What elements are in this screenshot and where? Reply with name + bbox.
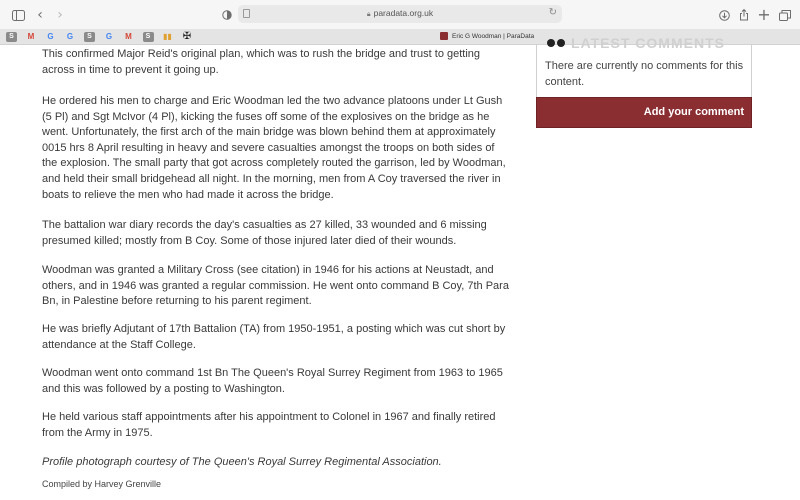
article-paragraph: He held various staff appointments after his appointment to Colonel in 1967 and finally retired from the Army in 1975.	[42, 411, 496, 439]
active-tab-title: Eric G Woodman | ParaData	[452, 33, 535, 40]
back-icon[interactable]: ‹	[37, 7, 43, 23]
compiled-by: Compiled by Harvey Grenville	[42, 479, 162, 489]
article-paragraph: He ordered his men to charge and Eric Woodman led the two advance platoons under Lt Gush (5 Pl) and Sgt McIvor (4 Pl), kicking the fuses off some of the explosives on the bridge as he went. Unfortunately, the first arch of the main bridge was blown behind them at approximately 0015 hrs 8 April resulting in heavy and severe casualties amongst the troops on both sides of the explosion. The small party that got across completely routed the garrison, led by Woodman, and held their small bridgehead all night. In the morning, men from A Coy traversed the river in boats to relieve the men who had made it across the bridge.	[42, 95, 506, 201]
comments-header	[547, 37, 747, 49]
bookmark-s-icon[interactable]: S	[143, 32, 154, 42]
article-paragraph: This confirmed Major Reid's original plan, which was to rush the bridge and trust to getting across in time to prevent it going up.	[42, 48, 481, 76]
lock-icon: 🔒︎	[366, 11, 371, 18]
article-paragraph: The battalion war diary records the day's casualties as 27 killed, 33 wounded and 6 missing presumed killed; mostly from B Coy. Some of those injured later died of their wounds.	[42, 219, 487, 247]
bookmark-s-icon[interactable]: S	[6, 32, 17, 42]
cross-bookmark-icon[interactable]: ✠	[182, 31, 192, 42]
add-comment-button[interactable]: Add your comment	[536, 97, 752, 128]
paradata-favicon	[440, 32, 448, 40]
url-text: paradata.org.uk	[373, 8, 434, 18]
comment-bubble-icon	[557, 39, 565, 47]
reload-icon[interactable]: ↻	[548, 7, 557, 18]
gmail-icon[interactable]: M	[125, 32, 132, 41]
sidebar-toggle-icon[interactable]	[9, 6, 27, 24]
google-icon[interactable]: G	[105, 32, 113, 41]
comments-heading: LATEST COMMENTS	[571, 37, 725, 49]
chart-bookmark-icon[interactable]: ▮▮	[163, 32, 172, 41]
article-paragraph: Woodman was granted a Military Cross (see citation) in 1946 for his actions at Neustadt, and others, and in 1946 was granted a regular commission. He went onto command B Coy, 7th Para Bn, in Palestine before returning to his parent regiment.	[42, 264, 509, 308]
tab-overview-icon[interactable]	[776, 6, 794, 24]
download-icon[interactable]	[715, 6, 733, 24]
share-icon[interactable]	[735, 6, 753, 24]
google-icon[interactable]: G	[47, 32, 54, 41]
comment-bubble-icon	[547, 39, 555, 47]
active-tab[interactable]	[440, 29, 560, 44]
photo-credit: Profile photograph courtesy of The Queen's Royal Surrey Regimental Association.	[42, 456, 442, 468]
latest-comments-panel	[536, 37, 752, 97]
no-comments-message: There are currently no comments for this content.	[545, 60, 744, 88]
article-paragraph: Woodman went onto command 1st Bn The Queen's Royal Surrey Regiment from 1963 to 1965 and this was followed by a posting to Washington.	[42, 367, 503, 395]
privacy-shield-icon[interactable]	[218, 6, 236, 24]
article-paragraph: He was briefly Adjutant of 17th Battalion (TA) from 1950-1951, a posting which was cut short by attendance at the Staff College.	[42, 323, 506, 351]
new-tab-icon[interactable]: +	[757, 5, 771, 24]
forward-icon[interactable]: ›	[57, 7, 63, 23]
google-icon[interactable]: G	[66, 32, 74, 41]
gmail-icon[interactable]: M	[27, 32, 35, 41]
browser-toolbar	[0, 0, 800, 29]
address-bar[interactable]	[238, 5, 562, 23]
bookmark-s-icon[interactable]: S	[84, 32, 95, 42]
